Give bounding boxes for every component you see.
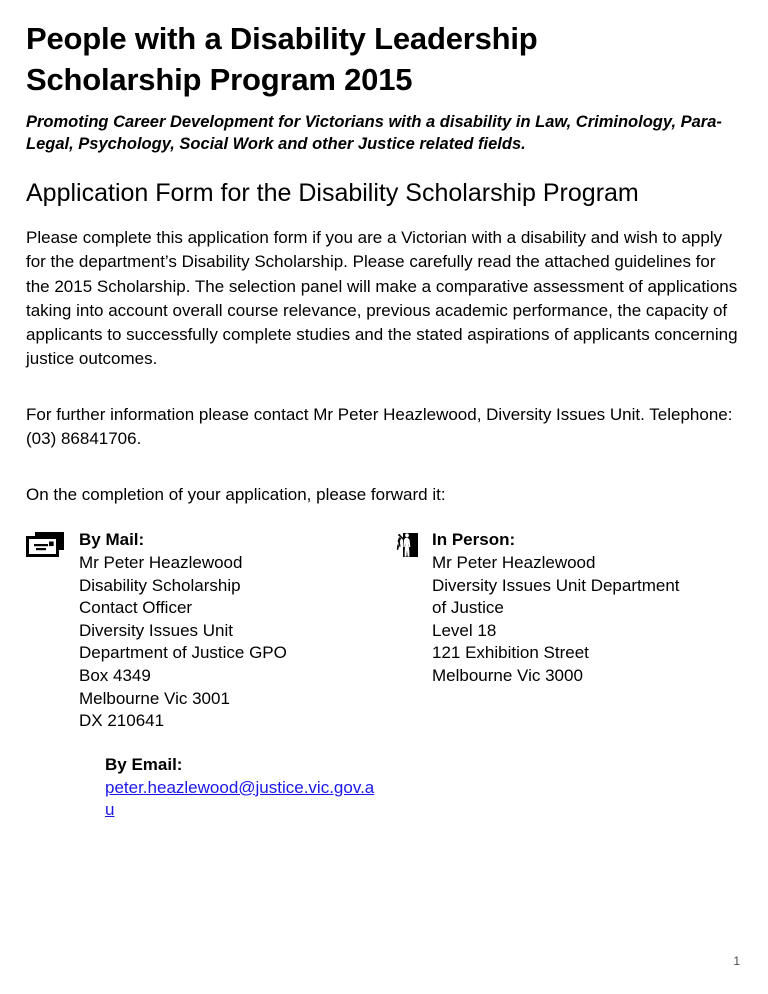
contact-block-in-person bbox=[396, 529, 736, 687]
contact-columns bbox=[26, 529, 740, 732]
in-person-line: Melbourne Vic 3000 bbox=[432, 666, 583, 686]
email-link[interactable]: peter.heazlewood@justice.vic.gov.au bbox=[105, 777, 375, 820]
mail-line: Department of Justice GPO bbox=[79, 643, 287, 663]
forward-instruction-paragraph: On the completion of your application, please forward it: bbox=[26, 485, 446, 505]
in-person-address-body bbox=[432, 529, 680, 687]
contact-block-email bbox=[105, 754, 375, 822]
mail-line: Mr Peter Heazlewood bbox=[79, 553, 243, 573]
page-number: 1 bbox=[733, 954, 740, 968]
person-in-doorway-icon bbox=[396, 532, 418, 558]
in-person-line: of Justice bbox=[432, 598, 504, 618]
mail-line: Melbourne Vic 3001 bbox=[79, 688, 230, 708]
in-person-line: Mr Peter Heazlewood bbox=[432, 553, 596, 573]
in-person-label: In Person: bbox=[432, 530, 516, 550]
page-title: People with a Disability Leadership Scholarship Program 2015 bbox=[26, 21, 538, 98]
mail-label: By Mail: bbox=[79, 530, 145, 550]
in-person-line: Diversity Issues Unit Department bbox=[432, 575, 680, 595]
further-information-paragraph: For further information please contact Mr Peter Heazlewood, Diversity Issues Unit. Telephone: (03) 86841706. bbox=[26, 405, 733, 449]
document-subtitle: Promoting Career Development for Victorians with a disability in Law, Criminology, Para-Legal, Psychology, Social Work and other Justice related fields. bbox=[26, 113, 722, 153]
contact-block-mail bbox=[26, 529, 396, 732]
intro-paragraph: Please complete this application form if you are a Victorian with a disability and wish to apply for the department’s Disability Scholarship. Please carefully read the attached guidelines for the 2015 Scholarship. The selection panel will make a comparative assessment of applications taking into account overall course relevance, previous academic performance, the capacity of applicants to successfully complete studies and the stated aspirations of applicants concerning justice outcomes. bbox=[26, 228, 738, 368]
mail-address-body bbox=[79, 529, 287, 732]
mail-line: Diversity Issues Unit bbox=[79, 620, 233, 640]
mail-line: DX 210641 bbox=[79, 711, 165, 731]
section-heading: Application Form for the Disability Scholarship Program bbox=[26, 179, 639, 208]
envelope-icon bbox=[26, 532, 66, 558]
mail-line: Box 4349 bbox=[79, 666, 151, 686]
mail-line: Contact Officer bbox=[79, 598, 193, 618]
email-label: By Email: bbox=[105, 754, 183, 774]
mail-line: Disability Scholarship bbox=[79, 575, 241, 595]
in-person-line: Level 18 bbox=[432, 620, 497, 640]
in-person-line: 121 Exhibition Street bbox=[432, 643, 589, 663]
